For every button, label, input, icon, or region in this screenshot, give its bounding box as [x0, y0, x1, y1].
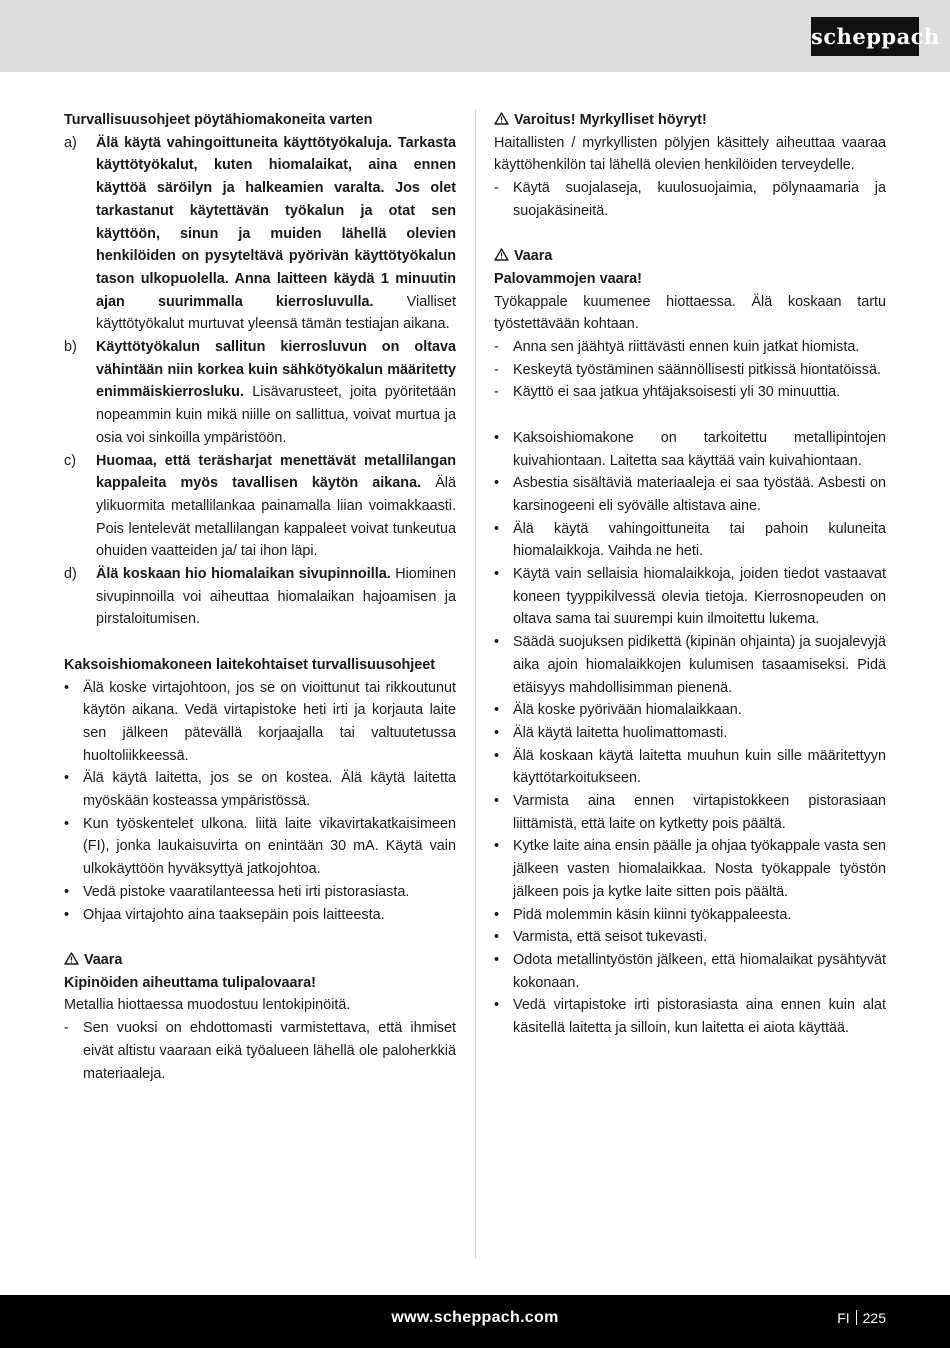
right-column: [494, 109, 886, 1040]
bullet-text: Vedä virtapistoke irti pistorasiasta aina ennen kuin alat käsitellä laitetta ja silloin, kun laitetta ei aiota käyttää.: [513, 997, 886, 1037]
list-item: [64, 450, 456, 564]
bullet-text: Säädä suojuksen pidikettä (kipinän ohjainta) ja suojalevyjä aika ajoin hiomalaikkojen kulumisen tasaamiseksi. Pidä etäisyys mahdollisimman pienenä.: [513, 634, 886, 696]
page-header: [0, 0, 950, 72]
language-code: FI: [837, 1310, 850, 1326]
list-item: [494, 835, 886, 903]
item-text: Älä ylikuormita metallilankaa painamalla liian voimakkaasti. Pois lentelevät metallilangan kappaleet voivat tunkeutua ohuiden vaatteiden ja/ tai ihon läpi.: [96, 475, 456, 560]
bullet-text: Ohjaa virtajohto aina taaksepäin pois laitteesta.: [83, 906, 385, 923]
dash-marker: -: [494, 180, 499, 197]
bullet-marker: •: [494, 520, 500, 537]
page-separator: [856, 1310, 857, 1325]
warning-text: Työkappale kuumenee hiottaessa. Älä koskaan tartu työstettävään kohtaan.: [494, 293, 886, 333]
item-bold-text: Älä käytä vahingoittuneita käyttötyökaluja. Tarkasta käyttötyökalut, kuten hiomalaikat, aina ennen käyttöä säröilyn ja halkeamien varalta. Jos olet tarkastanut käytettävän työkalun ja otat sen käyttöön, sinun ja muiden lähellä olevien henkilöiden on pysyteltävä pyörivän käyttötyökalun tason ulkopuolella. Anna laitteen käydä 1 minuutin ajan suurimmalla kierrosluvulla.: [96, 134, 456, 310]
bullet-text: Älä käytä laitetta, jos se on kostea. Älä käytä laitetta myöskään kosteassa ympäristössä.: [83, 770, 456, 810]
list-item: [494, 949, 886, 994]
dash-text: Sen vuoksi on ehdottomasti varmistettava, että ihmiset eivät altistu vaaraan eikä työalueen lähellä ole paloherkkiä materiaaleja.: [83, 1020, 456, 1082]
list-item: [64, 1017, 456, 1085]
warning-text: Haitallisten / myrkyllisten pölyjen käsittely aiheuttaa vaaraa käyttöhenkilön tai lähellä olevien henkilöiden terveydelle.: [494, 134, 886, 174]
bullet-marker: •: [494, 747, 500, 764]
warning-title: Kipinöiden aiheuttama tulipalovaara!: [64, 974, 316, 991]
list-item: [494, 904, 886, 927]
list-item: [64, 677, 456, 768]
bullet-text: Asbestia sisältäviä materiaaleja ei saa työstää. Asbesti on karsinogeeni eli syövälle altistava aine.: [513, 475, 886, 514]
list-item: [494, 177, 886, 222]
bullet-marker: •: [494, 702, 500, 719]
list-item: [494, 563, 886, 631]
list-marker: b): [64, 339, 77, 356]
page-footer: [0, 1295, 950, 1348]
bullet-marker: •: [494, 929, 500, 946]
bullet-marker: •: [64, 679, 70, 696]
bullet-text: Varmista, että seisot tukevasti.: [513, 929, 708, 946]
website-link[interactable]: www.scheppach.com: [391, 1309, 559, 1326]
scheppach-logo: scheppach: [811, 17, 919, 56]
dash-text: Anna sen jäähtyä riittävästi ennen kuin jatkat hiomista.: [513, 339, 860, 356]
warning-label: Varoitus! Myrkylliset höyryt!: [514, 112, 707, 128]
bullet-text: Älä koskaan käytä laitetta muuhun kuin sille määritettyyn käyttötarkoitukseen.: [513, 747, 886, 787]
dash-text: Käytä suojalaseja, kuulosuojaimia, pölynaamaria ja suojakäsineitä.: [513, 180, 886, 219]
warning-heading: [494, 245, 886, 268]
warning-triangle-icon: [494, 112, 509, 125]
warning-label: Vaara: [514, 248, 553, 265]
list-item: [64, 904, 456, 927]
bullet-marker: •: [494, 951, 500, 968]
bullet-text: Älä koske virtajohtoon, jos se on vioittunut tai rikkoutunut käytön aikana. Vedä virtapistoke heti irti ja korjauta laite sen jälkeen pätevällä korjaajalla tai valtuutetussa huoltoliikkeessä.: [83, 679, 456, 764]
dash-marker: -: [494, 361, 499, 378]
list-item: [494, 699, 886, 722]
list-item: [64, 132, 456, 336]
bullet-text: Kun työskentelet ulkona. liitä laite vikavirtakatkaisimeen (FI), jonka laukaisuvirta on enintään 30 mA. Käytä vain ulkokäyttöön hyväksyttyä jatkojohtoa.: [83, 815, 456, 878]
bullet-marker: •: [64, 770, 70, 787]
list-item: [494, 336, 886, 359]
dash-marker: -: [64, 1020, 69, 1037]
bullet-text: Käytä vain sellaisia hiomalaikkoja, joiden tiedot vastaavat koneen tyyppikilvessä olevia tietoja. Kierrosnopeuden on oltava sama tai suurempi kuin ilmoitettu lukema.: [513, 566, 886, 628]
item-bold-text: Huomaa, että teräsharjat menettävät metallilangan kappaleita myös tavallisen käytön aikana.: [96, 452, 456, 492]
list-item: [494, 631, 886, 699]
list-item: [494, 518, 886, 563]
warning-label: Vaara: [84, 951, 123, 968]
list-item: [64, 813, 456, 881]
warning-heading: [494, 109, 886, 132]
list-item: [64, 767, 456, 812]
bullet-marker: •: [64, 883, 70, 900]
bullet-marker: •: [64, 815, 70, 832]
bullet-marker: •: [64, 906, 70, 923]
bullet-marker: •: [494, 997, 500, 1014]
list-marker: d): [64, 566, 77, 583]
bullet-marker: •: [494, 634, 500, 651]
list-item: [494, 427, 886, 472]
list-item: [494, 745, 886, 790]
list-item: [494, 722, 886, 745]
section-title-general-safety: Turvallisuusohjeet pöytähiomakoneita varten: [64, 112, 373, 128]
item-text: Vialliset käyttötyökalut murtuvat yleensä tämän testiajan aikana.: [96, 293, 456, 333]
warning-heading: [64, 949, 456, 972]
bullet-marker: •: [494, 475, 500, 492]
bullet-text: Vedä pistoke vaaratilanteessa heti irti pistorasiasta.: [83, 883, 410, 900]
bullet-marker: •: [494, 724, 500, 741]
bullet-text: Älä käytä vahingoittuneita tai pahoin kuluneita hiomalaikkoja. Vaihda ne heti.: [513, 520, 886, 560]
warning-title: Palovammojen vaara!: [494, 270, 642, 287]
column-divider: [475, 110, 476, 1258]
section-title-grinder-safety: Kaksoishiomakoneen laitekohtaiset turvallisuusohjeet: [64, 656, 436, 673]
dash-text: Käyttö ei saa jatkua yhtäjaksoisesti yli 30 minuuttia.: [513, 384, 841, 401]
list-item: [494, 994, 886, 1039]
bullet-text: Kytke laite aina ensin päälle ja ohjaa työkappale vasta sen jälkeen vasten hiomalaikkaa. Nosta työkappale työstön jälkeen pois ja kytke laite sitten pois päältä.: [513, 838, 886, 900]
dash-text: Keskeytä työstäminen säännöllisesti pitkissä hiontatöissä.: [513, 361, 881, 378]
bullet-text: Varmista aina ennen virtapistokkeen pistorasiaan liittämistä, että laite on kytketty pois päältä.: [513, 793, 886, 832]
item-text: Lisävarusteet, joita pyöritetään nopeammin kuin mikä niille on sallittua, voivat murtua ja osia voi sinkoilla ympäristöön.: [96, 384, 456, 446]
bullet-marker: •: [494, 566, 500, 583]
bullet-text: Odota metallintyöstön jälkeen, että hiomalaikat pysähtyvät kokonaan.: [513, 951, 886, 991]
dash-marker: -: [494, 384, 499, 401]
bullet-marker: •: [494, 429, 500, 446]
bullet-marker: •: [494, 793, 500, 810]
bullet-marker: •: [494, 906, 500, 923]
list-item: [64, 336, 456, 450]
list-item: [64, 563, 456, 631]
left-column: [64, 109, 456, 1085]
warning-triangle-icon: [494, 248, 509, 261]
page-indicator: [837, 1310, 886, 1326]
list-item: [494, 472, 886, 517]
warning-text: Metallia hiottaessa muodostuu lentokipinöitä.: [64, 997, 351, 1014]
bullet-marker: •: [494, 838, 500, 855]
list-item: [494, 381, 886, 404]
list-item: [494, 926, 886, 949]
dash-marker: -: [494, 339, 499, 356]
list-marker: a): [64, 134, 77, 151]
item-bold-text: Älä koskaan hio hiomalaikan sivupinnoilla.: [96, 566, 391, 583]
bullet-text: Älä käytä laitetta huolimattomasti.: [513, 724, 728, 741]
list-marker: c): [64, 452, 76, 469]
item-bold-text: Käyttötyökalun sallitun kierrosluvun on oltava vähintään niin korkea kuin sähkötyökalun määritetty enimmäiskierrosluku.: [96, 339, 456, 401]
bullet-text: Kaksoishiomakone on tarkoitettu metallipintojen kuivahiontaan. Laitetta saa käyttää vain kuivahiontaan.: [513, 429, 886, 469]
warning-triangle-icon: [64, 952, 79, 965]
bullet-text: Pidä molemmin käsin kiinni työkappaleesta.: [513, 906, 792, 923]
list-item: [494, 359, 886, 382]
bullet-text: Älä koske pyörivään hiomalaikkaan.: [513, 702, 742, 719]
list-item: [64, 881, 456, 904]
page-number: 225: [862, 1310, 886, 1326]
item-text: Hiominen sivupinnoilla voi aiheuttaa hiomalaikan hajoamisen ja pirstaloitumisen.: [96, 566, 456, 628]
list-item: [494, 790, 886, 835]
